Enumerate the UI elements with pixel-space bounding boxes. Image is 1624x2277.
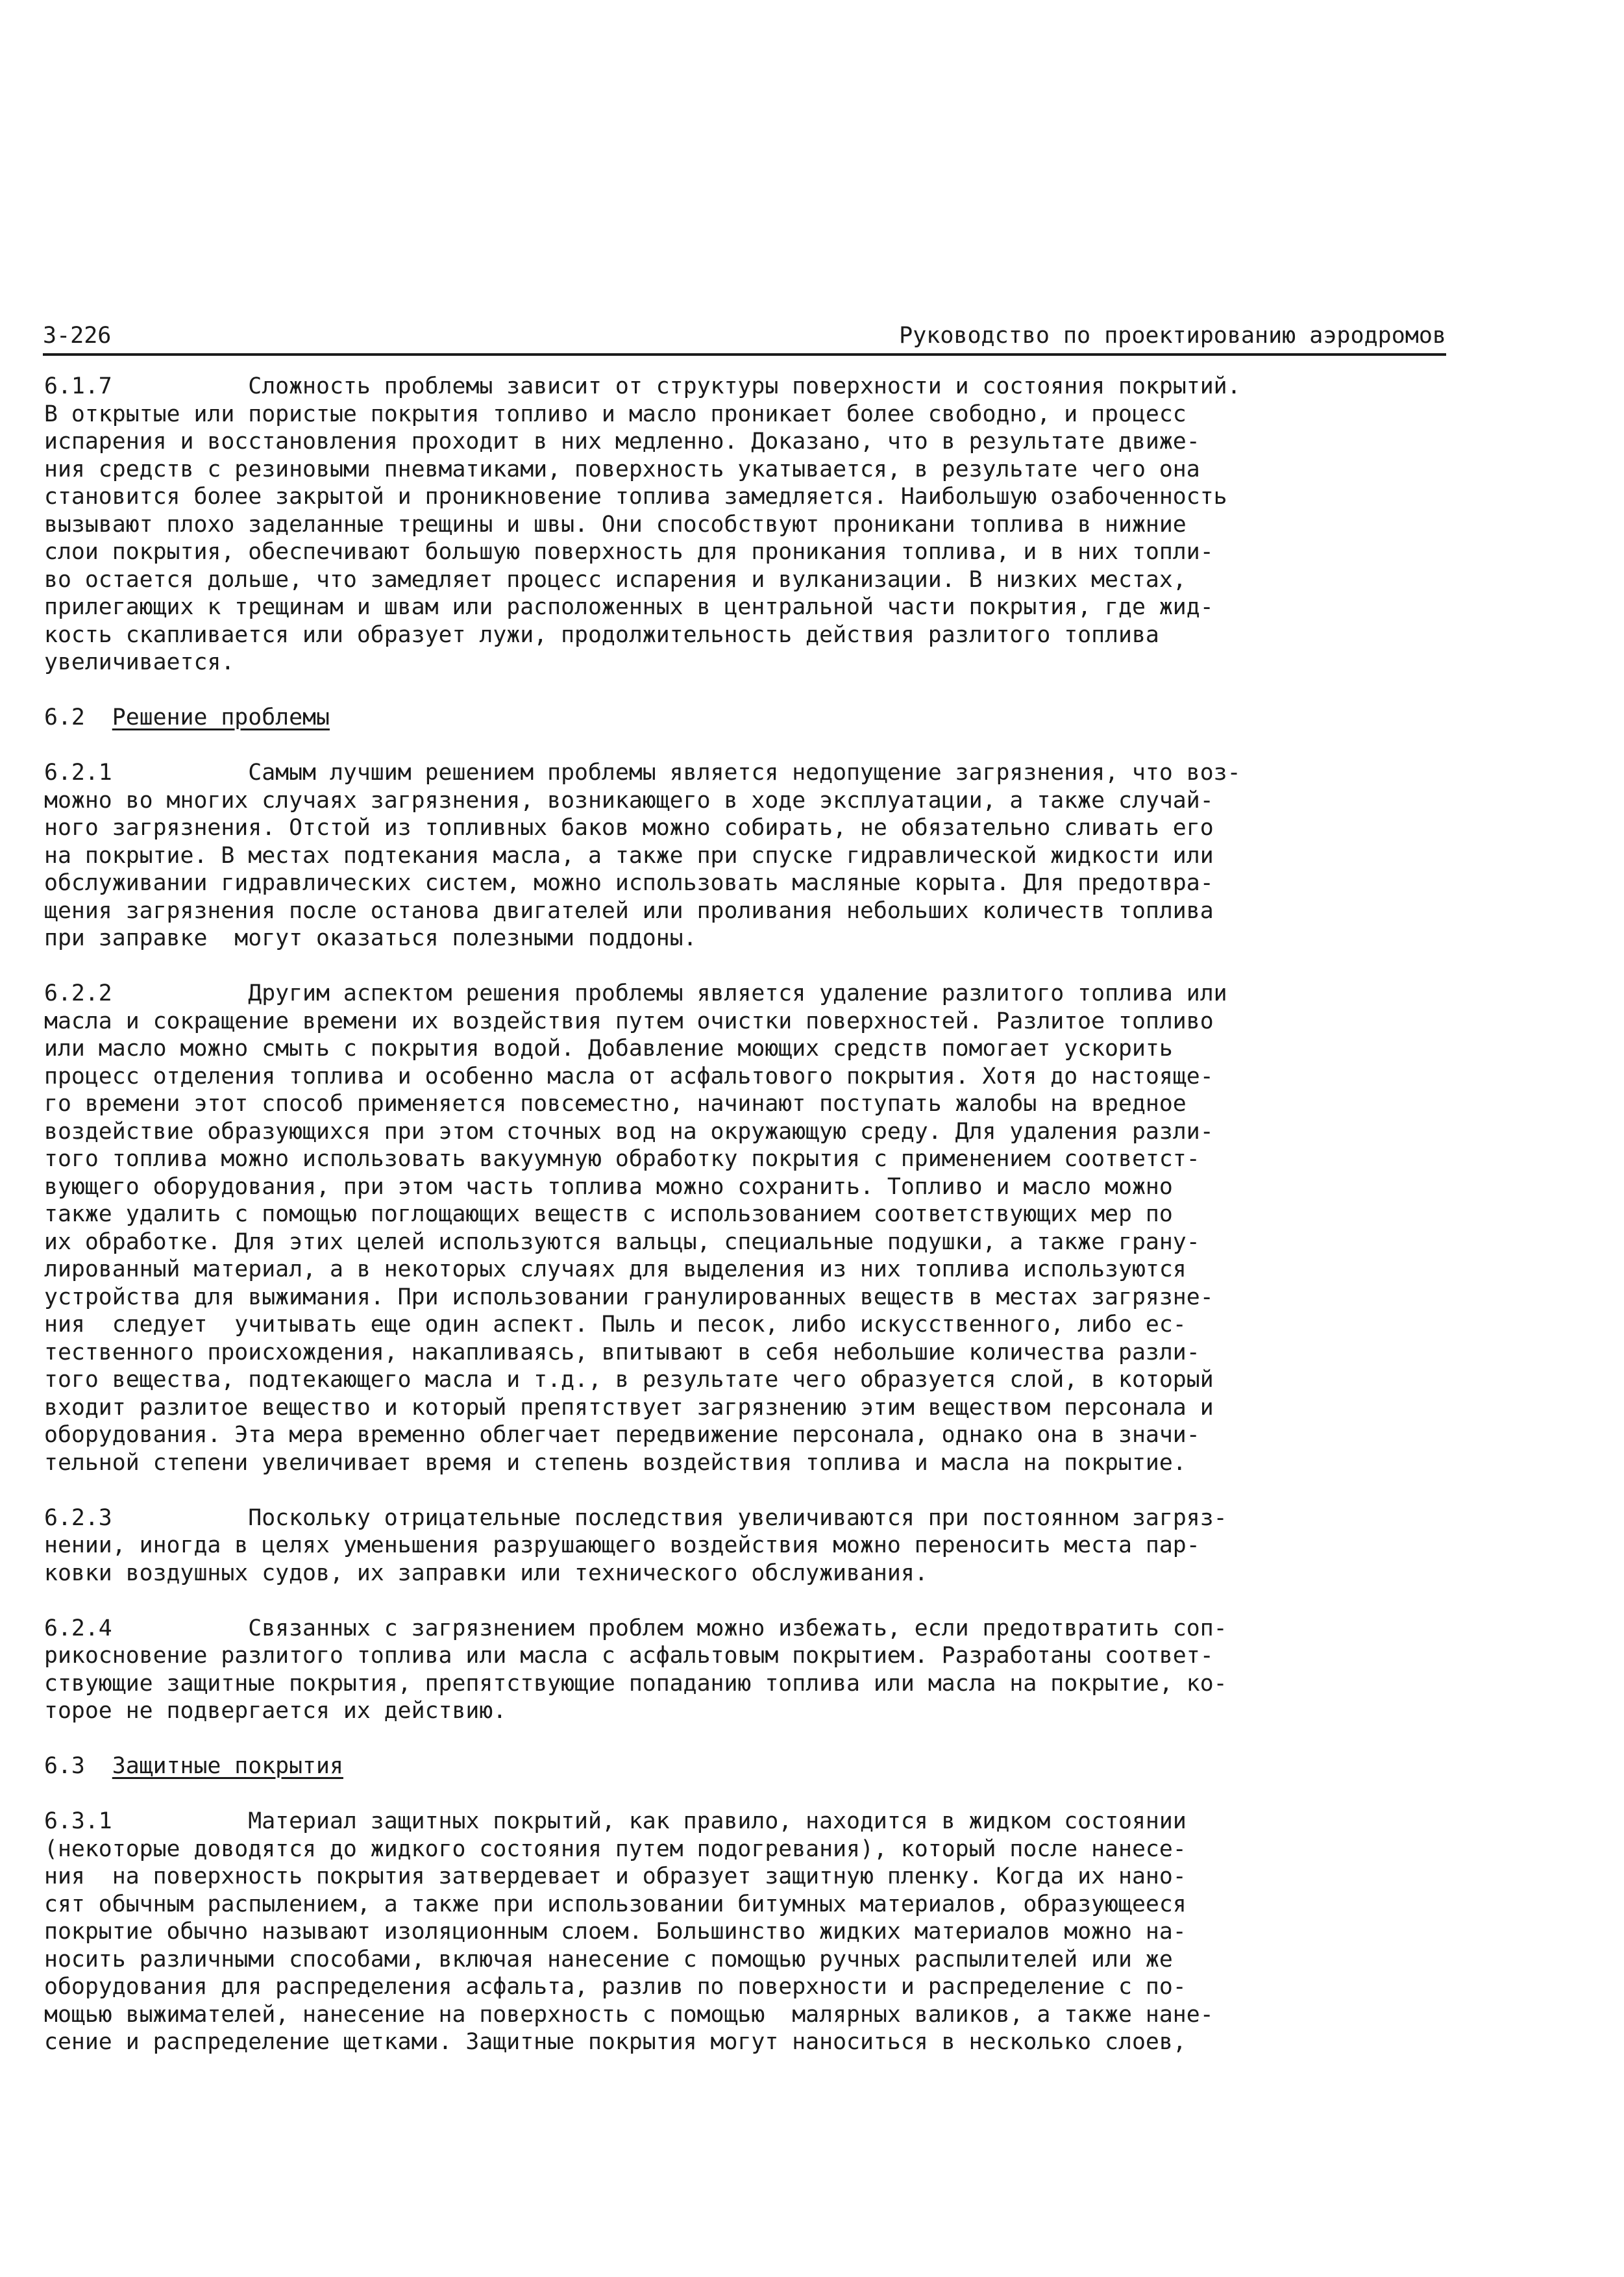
section-number: 6.2 — [44, 704, 85, 730]
paragraph-number: 6.2.4 — [44, 1615, 112, 1641]
text-line: при заправке могут оказаться полезными поддоны. — [44, 925, 697, 951]
text-line: В открытые или пористые покрытия топливо и масло проникает более свободно, и процесс — [44, 401, 1187, 427]
text-line: лированный материал, а в некоторых случаях для выделения из них топлива используются — [44, 1256, 1187, 1282]
text-line: на покрытие. В местах подтекания масла, а также при спуске гидравлической жидкости или — [44, 842, 1214, 869]
paragraph-text: Связанных с загрязнением проблем можно избежать, если предотвратить соп- — [248, 1615, 1227, 1641]
paragraph — [44, 1504, 1492, 1587]
text-line: тельной степени увеличивает время и степень воздействия топлива и масла на покрытие. — [44, 1449, 1187, 1476]
text-line: носить различными способами, включая нанесение с помощью ручных распылителей или же — [44, 1946, 1173, 1972]
document-body — [44, 373, 1492, 2084]
text-line: того вещества, подтекающего масла и т.д., в результате чего образуется слой, в который — [44, 1367, 1214, 1393]
text-line: прилегающих к трещинам и швам или расположенных в центральной части покрытия, где жид- — [44, 594, 1214, 620]
text-line: процесс отделения топлива и особенно масла от асфальтового покрытия. Хотя до настояще- — [44, 1063, 1214, 1089]
text-line: испарения и восстановления проходит в них медленно. Доказано, что в результате движе- — [44, 429, 1200, 454]
paragraph — [44, 1615, 1492, 1725]
text-line: ковки воздушных судов, их заправки или технического обслуживания. — [44, 1560, 928, 1586]
text-line: сение и распределение щетками. Защитные покрытия могут наноситься в несколько слоев, — [44, 2029, 1187, 2055]
paragraph — [44, 1808, 1492, 2056]
page-number: 3-226 — [43, 323, 112, 349]
text-line: ния следует учитывать еще один аспект. Пыль и песок, либо искусственного, либо ес- — [44, 1312, 1187, 1338]
section-heading — [44, 1752, 1492, 1780]
text-line — [44, 373, 1492, 401]
text-line: масла и сокращение времени их воздействия путем очистки поверхностей. Разлитое топливо — [44, 1008, 1214, 1034]
paragraph-text: Самым лучшим решением проблемы является недопущение загрязнения, что воз- — [248, 760, 1241, 786]
running-title: Руководство по проектированию аэродромов — [899, 323, 1446, 349]
text-line — [44, 1615, 1492, 1643]
text-line: ния на поверхность покрытия затвердевает и образует защитную пленку. Когда их нано- — [44, 1863, 1187, 1889]
text-line: увеличивается. — [44, 649, 235, 675]
section-number: 6.3 — [44, 1753, 85, 1779]
text-line: рикосновение разлитого топлива или масла с асфальтовым покрытием. Разработаны соответ- — [44, 1643, 1214, 1669]
section-heading — [44, 704, 1492, 732]
text-line: вызывают плохо заделанные трещины и швы. Они способствуют проникани топлива в нижние — [44, 511, 1187, 538]
text-line: оборудования для распределения асфальта, разлив по поверхности и распределение с по- — [44, 1974, 1187, 2000]
section-title: Защитные покрытия — [112, 1753, 343, 1779]
text-line: воздействие образующихся при этом сточных вод на окружающую среду. Для удаления разли- — [44, 1118, 1214, 1145]
paragraph — [44, 373, 1492, 677]
text-line: становится более закрытой и проникновение топлива замедляется. Наибольшую озабоченность — [44, 484, 1227, 510]
text-line: ного загрязнения. Отстой из топливных баков можно собирать, не обязательно сливать его — [44, 815, 1214, 841]
paragraph-number: 6.3.1 — [44, 1808, 112, 1834]
text-line — [44, 759, 1492, 787]
text-line: (некоторые доводятся до жидкого состояния путем подогревания), который после нанесе- — [44, 1835, 1187, 1862]
text-line: кость скапливается или образует лужи, продолжительность действия разлитого топлива — [44, 621, 1159, 648]
paragraph-number: 6.2.3 — [44, 1504, 112, 1531]
paragraph-text: Сложность проблемы зависит от структуры поверхности и состояния покрытий. — [248, 373, 1241, 399]
paragraph-number: 6.2.2 — [44, 980, 112, 1006]
text-line: или масло можно смыть с покрытия водой. Добавление моющих средств помогает ускорить — [44, 1036, 1173, 1062]
paragraph-text: Поскольку отрицательные последствия увеличиваются при постоянном загряз- — [248, 1504, 1227, 1531]
text-line: го времени этот способ применяется повсеместно, начинают поступать жалобы на вредное — [44, 1091, 1187, 1117]
text-line — [44, 1808, 1492, 1835]
text-line: обслуживании гидравлических систем, можно использовать масляные корыта. Для предотвра- — [44, 870, 1214, 896]
text-line: мощью выжимателей, нанесение на поверхность с помощью малярных валиков, а также нане- — [44, 2001, 1214, 2028]
text-line: можно во многих случаях загрязнения, возникающего в ходе эксплуатации, а также случай- — [44, 787, 1214, 814]
paragraph — [44, 759, 1492, 952]
text-line — [44, 1504, 1492, 1532]
text-line: тественного происхождения, накапливаясь, впитывают в себя небольшие количества разли- — [44, 1339, 1200, 1365]
text-line: также удалить с помощью поглощающих веществ с использованием соответствующих мер по — [44, 1201, 1173, 1227]
text-line: вующего оборудования, при этом часть топлива можно сохранить. Топливо и масло можно — [44, 1173, 1173, 1200]
text-line: ствующие защитные покрытия, препятствующие попаданию топлива или масла на покрытие, ко- — [44, 1670, 1227, 1697]
page-header — [43, 321, 1446, 356]
text-line: во остается дольше, что замедляет процесс испарения и вулканизации. В низких местах, — [44, 566, 1187, 593]
paragraph-number: 6.1.7 — [44, 373, 112, 399]
paragraph — [44, 980, 1492, 1476]
text-line: покрытие обычно называют изоляционным слоем. Большинство жидких материалов можно на- — [44, 1919, 1187, 1945]
paragraph-text: Другим аспектом решения проблемы является удаление разлитого топлива или — [248, 980, 1227, 1006]
text-line: нении, иногда в целях уменьшения разрушающего воздействия можно переносить места пар- — [44, 1532, 1200, 1558]
text-line: устройства для выжимания. При использовании гранулированных веществ в местах загрязне- — [44, 1284, 1214, 1310]
text-line: оборудования. Эта мера временно облегчает передвижение персонала, однако она в значи- — [44, 1422, 1200, 1448]
text-line: сят обычным распылением, а также при использовании битумных материалов, образующееся — [44, 1891, 1187, 1917]
paragraph-number: 6.2.1 — [44, 760, 112, 786]
text-line: ния средств с резиновыми пневматиками, поверхность укатывается, в результате чего она — [44, 456, 1200, 482]
text-line: того топлива можно использовать вакуумную обработку покрытия с применением соответст- — [44, 1146, 1200, 1172]
text-line: слои покрытия, обеспечивают большую поверхность для проникания топлива, и в них топли- — [44, 539, 1214, 565]
text-line: торое не подвергается их действию. — [44, 1698, 507, 1724]
text-line: их обработке. Для этих целей используются вальцы, специальные подушки, а также грану- — [44, 1228, 1200, 1255]
text-line — [44, 980, 1492, 1008]
section-title: Решение проблемы — [112, 704, 330, 730]
text-line: щения загрязнения после останова двигателей или проливания небольших количеств топлива — [44, 897, 1214, 924]
text-line: входит разлитое вещество и который препятствует загрязнению этим веществом персонала и — [44, 1394, 1214, 1421]
paragraph-text: Материал защитных покрытий, как правило, находится в жидком состоянии — [248, 1808, 1187, 1834]
